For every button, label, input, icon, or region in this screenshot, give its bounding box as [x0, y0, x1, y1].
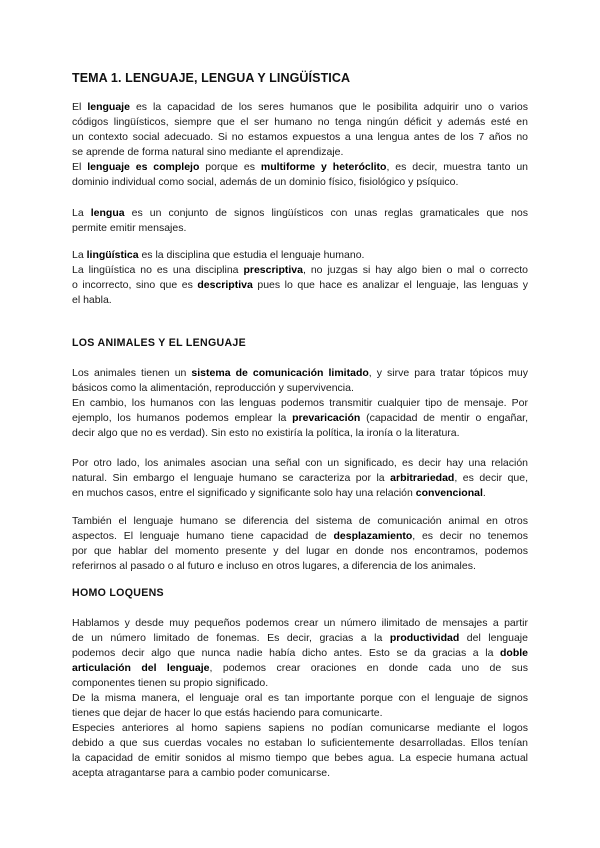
term-prevaricacion: prevaricación: [292, 412, 361, 424]
term-lengua: lengua: [90, 207, 125, 219]
paragraph-animales-comunicacion: [72, 366, 528, 441]
term-convencional: convencional: [415, 487, 483, 499]
term-arbitrariedad: arbitrariedad: [390, 472, 455, 484]
text-line: la capacidad de emitir sonidos al mismo tiempo que bebes agua. La especie humana actual: [72, 752, 528, 764]
text-line: La lengua es un conjunto de signos lingüísticos con unas reglas gramaticales que nos: [72, 207, 528, 219]
text-line: Los animales tienen un sistema de comunicación limitado, y sirve para tratar tópicos muy: [72, 367, 529, 379]
text-line: en muchos casos, entre el significado y significante solo hay una relación convencional.: [72, 487, 486, 499]
text-line: básicos como la alimentación, reproducción y supervivencia.: [72, 382, 354, 394]
text-line: componentes tienen su propio significado.: [72, 677, 269, 689]
text-line: natural. Sin embargo el lenguaje humano se caracteriza por la arbitrariedad, es decir que,: [72, 472, 529, 484]
text-line: De la misma manera, el lenguaje oral es tan importante porque con el lenguaje de signos: [72, 692, 528, 704]
text-line: Hablamos y desde muy pequeños podemos crear un número ilimitado de mensajes a partir: [72, 617, 528, 629]
term-lenguaje: lenguaje: [87, 101, 130, 113]
text-line: La lingüística es la disciplina que estudia el lenguaje humano.: [72, 249, 365, 261]
term-desplazamiento: desplazamiento: [333, 530, 413, 542]
paragraph-lengua: [72, 206, 528, 236]
document-title: TEMA 1. LENGUAJE, LENGUA Y LINGÜÍSTICA: [72, 71, 351, 85]
text-line: dominio individual como social, además de un dominio físico, fisiológico y psíquico.: [72, 176, 459, 188]
text-line: por que hablar del momento presente y del lugar en donde nos encontramos, podemos: [72, 545, 528, 557]
term-multiforme: multiforme y heteróclito: [260, 161, 387, 173]
text-line: decir algo que no es verdad). Sin esto no existiría la política, la ironía o la literatura.: [72, 427, 460, 439]
term-prescriptiva: prescriptiva: [243, 264, 303, 276]
text-line: o incorrecto, sino que es descriptiva pues lo que hace es analizar el lenguaje, las lenguas y: [72, 279, 528, 291]
text-line: Especies anteriores al homo sapiens sapiens no podían comunicarse mediante el logos: [72, 722, 528, 734]
paragraph-arbitrariedad: [72, 456, 528, 501]
text-line: debido a que sus cuerdas vocales no estaban lo suficientemente desarrolladas. Ellos tenían: [72, 737, 528, 749]
term-doble: doble: [500, 647, 528, 659]
paragraph-desplazamiento: [72, 514, 528, 574]
text-line: También el lenguaje humano se diferencia del sistema de comunicación animal en otros: [72, 515, 528, 527]
term-descriptiva: descriptiva: [197, 279, 253, 291]
text-line: se aprende de forma natural sino mediante el aprendizaje.: [72, 146, 344, 158]
term-articulacion: articulación del lenguaje: [72, 662, 210, 674]
paragraph-lenguaje: [72, 100, 528, 190]
text-line: El lenguaje es la capacidad de los seres humanos que le posibilita adquirir uno o varios: [72, 101, 528, 113]
paragraph-linguistica: [72, 248, 528, 308]
term-linguistica: lingüística: [86, 249, 139, 261]
text-line: un contexto social adecuado. Si no estamos expuestos a una lengua antes de los 7 años no: [72, 131, 528, 143]
section-heading-homo-loquens: HOMO LOQUENS: [72, 587, 164, 599]
text-line: podemos decir algo que nunca nadie había dicho antes. Esto se da gracias a la doble: [72, 647, 528, 659]
text-line: de un número limitado de fonemas. Es decir, gracias a la productividad del lenguaje: [72, 632, 528, 644]
term-lenguaje-complejo: lenguaje es complejo: [87, 161, 200, 173]
text-line: La lingüística no es una disciplina prescriptiva, no juzgas si hay algo bien o mal o correcto: [72, 264, 528, 276]
text-line: códigos lingüísticos, siempre que el ser humano no tenga ningún déficit y además esté en: [72, 116, 528, 128]
text-line: Por otro lado, los animales asocian una señal con un significado, es decir hay una relación: [72, 457, 528, 469]
text-line: El lenguaje es complejo porque es multiforme y heteróclito, es decir, muestra tanto un: [72, 161, 528, 173]
section-heading-animales: LOS ANIMALES Y EL LENGUAJE: [72, 337, 246, 349]
term-productividad: productividad: [389, 632, 460, 644]
text-line: ejemplo, los humanos podemos emplear la prevaricación (capacidad de mentir o engañar,: [72, 412, 528, 424]
text-line: articulación del lenguaje, podemos crear oraciones en donde cada uno de sus: [72, 662, 528, 674]
text-line: En cambio, los humanos con las lenguas podemos transmitir cualquier tipo de mensaje. Por: [72, 397, 528, 409]
text-line: referirnos al pasado o al futuro e incluso en otros lugares, a diferencia de los animales.: [72, 560, 476, 572]
text-line: aspectos. El lenguaje humano tiene capacidad de desplazamiento, es decir no tenemos: [72, 530, 528, 542]
text-line: el habla.: [72, 294, 112, 306]
text-line: acepta atragantarse para a cambio poder comunicarse.: [72, 767, 330, 779]
term-sistema-limitado: sistema de comunicación limitado: [191, 367, 369, 379]
paragraph-homo-loquens: [72, 616, 528, 781]
text-line: tienes que dejar de hacer lo que estás haciendo para comunicarte.: [72, 707, 383, 719]
text-line: permite emitir mensajes.: [72, 222, 187, 234]
